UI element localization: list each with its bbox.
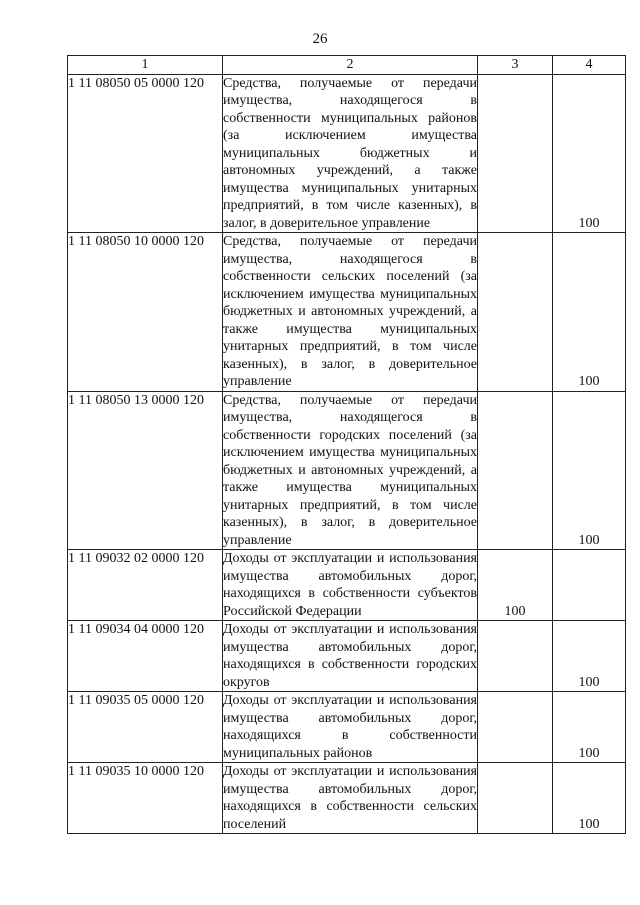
column-3-value: [478, 621, 553, 692]
column-header-3: 3: [478, 56, 553, 75]
classification-code: 1 11 09034 04 0000 120: [68, 621, 223, 692]
column-4-value: [553, 550, 626, 621]
column-header-1: 1: [68, 56, 223, 75]
page-number: 26: [312, 31, 328, 47]
classification-code: 1 11 08050 13 0000 120: [68, 391, 223, 550]
classification-code: 1 11 09035 10 0000 120: [68, 763, 223, 834]
revenue-description: Средства, получаемые от передачи имущества, находящегося в собственности сельских поселений (за исключением имущества муниципальных бюджетных и автономных учреждений, а также имущества муниципальных унитарных предприятий, в том числе казенных), в залог, в доверительное управление: [223, 234, 477, 389]
classification-code: 1 11 09035 05 0000 120: [68, 692, 223, 763]
classification-code: 1 11 09032 02 0000 120: [68, 550, 223, 621]
column-4-value: 100: [553, 233, 626, 392]
column-3-value: [478, 74, 553, 233]
column-3-value: [478, 391, 553, 550]
column-header-2: 2: [223, 56, 478, 75]
table-header-row: [68, 56, 626, 75]
column-3-value: [478, 233, 553, 392]
column-3-value: [478, 763, 553, 834]
revenue-description: Средства, получаемые от передачи имущества, находящегося в собственности муниципальных районов (за исключением имущества муниципальных бюджетных и автономных учреждений, а также имущества муниципальных унитарных предприятий, в том числе казенных), в залог, в доверительное управление: [223, 75, 477, 231]
table-row: [68, 763, 626, 834]
column-3-value: [478, 692, 553, 763]
column-4-value: 100: [553, 692, 626, 763]
column-4-value: 100: [553, 74, 626, 233]
column-3-value: 100: [478, 550, 553, 621]
table-row: [68, 692, 626, 763]
revenue-description: Доходы от эксплуатации и использования имущества автомобильных дорог, находящихся в собственности городских округов: [223, 622, 477, 690]
revenue-description: Средства, получаемые от передачи имущества, находящегося в собственности городских поселений (за исключением имущества муниципальных бюджетных и автономных учреждений, а также имущества муниципальных унитарных предприятий, в том числе казенных), в залог, в доверительное управление: [223, 392, 477, 548]
revenue-description: Доходы от эксплуатации и использования имущества автомобильных дорог, находящихся в собственности субъектов Российской Федерации: [223, 551, 477, 619]
column-4-value: 100: [553, 621, 626, 692]
revenue-description: Доходы от эксплуатации и использования имущества автомобильных дорог, находящихся в собственности муниципальных районов: [223, 693, 477, 761]
column-4-value: 100: [553, 763, 626, 834]
classification-code: 1 11 08050 05 0000 120: [68, 74, 223, 233]
table-row: [68, 74, 626, 233]
classification-code: 1 11 08050 10 0000 120: [68, 233, 223, 392]
table-row: [68, 621, 626, 692]
table-row: [68, 391, 626, 550]
revenue-description: Доходы от эксплуатации и использования имущества автомобильных дорог, находящихся в собственности сельских поселений: [223, 764, 477, 832]
table-row: [68, 233, 626, 392]
column-header-4: 4: [553, 56, 626, 75]
budget-revenue-table: [67, 55, 626, 834]
table-row: [68, 550, 626, 621]
column-4-value: 100: [553, 391, 626, 550]
